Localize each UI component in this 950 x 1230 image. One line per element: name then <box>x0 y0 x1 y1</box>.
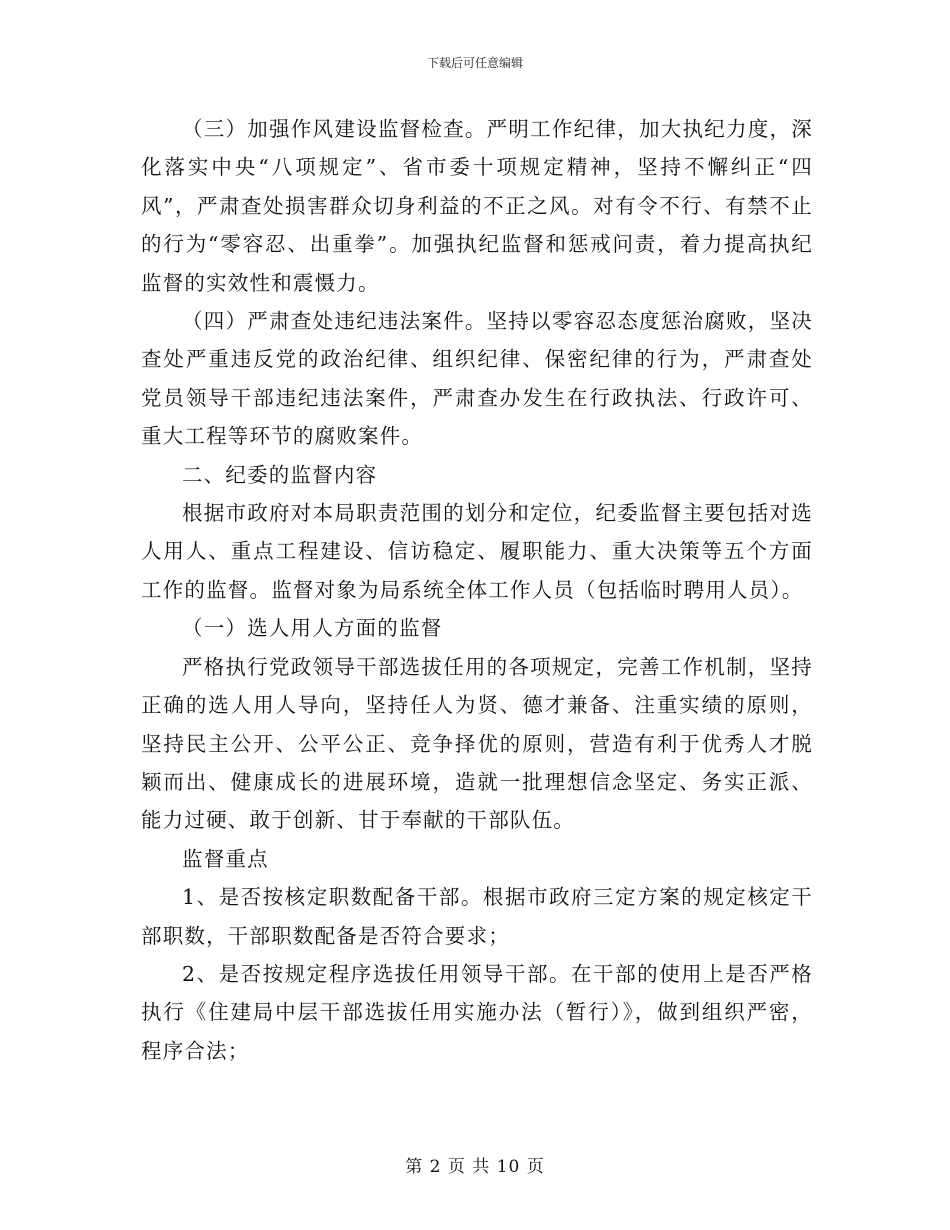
list-item-1: 1、是否按核定职数配备干部。根据市政府三定方案的规定核定干部职数，干部职数配备是否符合要求； <box>141 885 813 948</box>
heading-personnel-supervision: （一）选人用人方面的监督 <box>182 616 443 641</box>
list-item-2: 2、是否按规定程序选拔任用领导干部。在干部的使用上是否严格执行《住建局中层干部选拔任用实施办法（暂行）》，做到组织严密，程序合法； <box>141 961 813 1063</box>
page-header: 下载后可任意编辑 <box>426 56 523 70</box>
document-body <box>141 110 813 1070</box>
heading-supervision-focus: 监督重点 <box>182 846 269 871</box>
paragraph-section-four: （四）严肃查处违纪违法案件。坚持以零容忍态度惩治腐败，坚决查处严重违反党的政治纪律、组织纪律、保密纪律的行为，严肃查处党员领导干部违纪违法案件，严肃查办发生在行政执法、行政许可、重大工程等环节的腐败案件。 <box>141 309 813 449</box>
paragraph-personnel-rules: 严格执行党政领导干部选拔任用的各项规定，完善工作机制，坚持正确的选人用人导向，坚持任人为贤、德才兼备、注重实绩的原则，坚持民主公开、公平公正、竞争择优的原则，营造有利于优秀人才脱颖而出、健康成长的进展环境，造就一批理想信念坚定、务实正派、能力过硬、敢于创新、甘于奉献的干部队伍。 <box>141 654 813 833</box>
page-number: 第 2 页 共 10 页 <box>405 1157 545 1177</box>
paragraph-supervision-scope: 根据市政府对本局职责范围的划分和定位，纪委监督主要包括对选人用人、重点工程建设、信访稳定、履职能力、重大决策等五个方面工作的监督。监督对象为局系统全体工作人员（包括临时聘用人员）。 <box>141 501 813 602</box>
heading-supervision-content: 二、纪委的监督内容 <box>182 462 378 487</box>
paragraph-section-three: （三）加强作风建设监督检查。严明工作纪律，加大执纪力度，深化落实中央“八项规定”、省市委十项规定精神，坚持不懈纠正“四风”，严肃查处损害群众切身利益的不正之风。对有令不行、有禁不止的行为“零容忍、出重拳”。加强执纪监督和惩戒问责，着力提高执纪监督的实效性和震慑力。 <box>141 117 813 295</box>
